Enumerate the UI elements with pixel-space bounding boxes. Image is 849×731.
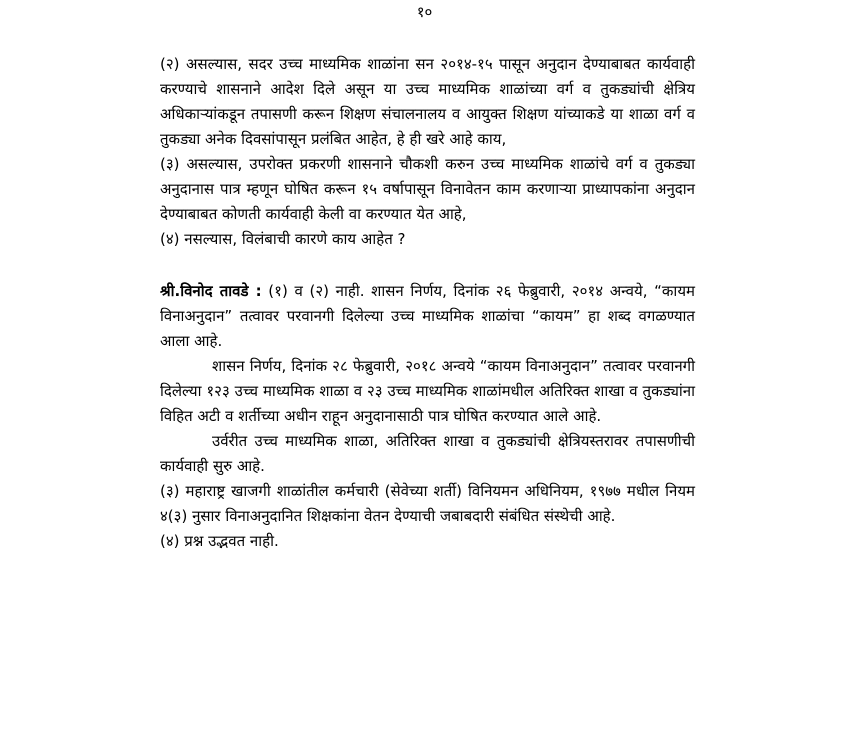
question-item-3: (३) असल्यास, उपरोक्त प्रकरणी शासनाने चौकशी करुन उच्च माध्यमिक शाळांचे वर्ग व तुकड्या अनुदानास पात्र म्हणून घोषित करून १५ वर्षापासून विनावेतन काम करणाऱ्या प्राध्यापकांना अनुदान देण्याबाबत कोणती कार्यवाही केली वा करण्यात येत आहे,	[160, 155, 695, 223]
answer-paragraph-1	[160, 279, 695, 354]
section-spacer	[160, 252, 695, 279]
answer-paragraph-3: उर्वरीत उच्च माध्यमिक शाळा, अतिरिक्त शाखा व तुकड्यांची क्षेत्रियस्तरावर तपासणीची कार्यवाही सुरु आहे.	[160, 432, 695, 475]
answer-part-4: (४) प्रश्न उद्भवत नाही.	[160, 532, 279, 550]
document-body	[160, 52, 695, 554]
question-item-4: (४) नसल्यास, विलंबाची कारणे काय आहेत ?	[160, 230, 406, 248]
answer-part-3: (३) महाराष्ट्र खाजगी शाळांतील कर्मचारी (सेवेच्या शर्ती) विनियमन अधिनियम, १९७७ मधील नियम ४(३) नुसार विनाअनुदानित शिक्षकांना वेतन देण्याची जबाबदारी संबंधित संस्थेची आहे.	[160, 482, 695, 525]
page-number: १०	[416, 3, 433, 21]
speaker-name: श्री.विनोद तावडे :	[160, 282, 262, 300]
answer-paragraph-2: शासन निर्णय, दिनांक २८ फेब्रुवारी, २०१८ अन्वये “कायम विनाअनुदान” तत्वावर परवानगी दिलेल्या १२३ उच्च माध्यमिक शाळा व २३ उच्च माध्यमिक शाळांमधील अतिरिक्त शाखा व तुकड्यांना विहित अटी व शर्तीच्या अधीन राहून अनुदानासाठी पात्र घोषित करण्यात आले आहे.	[160, 357, 695, 425]
question-item-2: (२) असल्यास, सदर उच्च माध्यमिक शाळांना सन २०१४-१५ पासून अनुदान देण्याबाबत कार्यवाही करण्याचे शासनाने आदेश दिले असून या उच्च माध्यमिक शाळांच्या वर्ग व तुकड्यांची क्षेत्रिय अधिकाऱ्यांकडून तपासणी करून शिक्षण संचालनालय व आयुक्त शिक्षण यांच्याकडे या शाळा वर्ग व तुकड्या अनेक दिवसांपासून प्रलंबित आहेत, हे ही खरे आहे काय,	[160, 55, 695, 148]
answer-part-1-2: (१) व (२) नाही. शासन निर्णय, दिनांक २६ फेब्रुवारी, २०१४ अन्वये, “कायम विनाअनुदान” तत्वावर परवानगी दिलेल्या उच्च माध्यमिक शाळांचा “कायम” हा शब्द वगळण्यात आला आहे.	[160, 282, 695, 350]
